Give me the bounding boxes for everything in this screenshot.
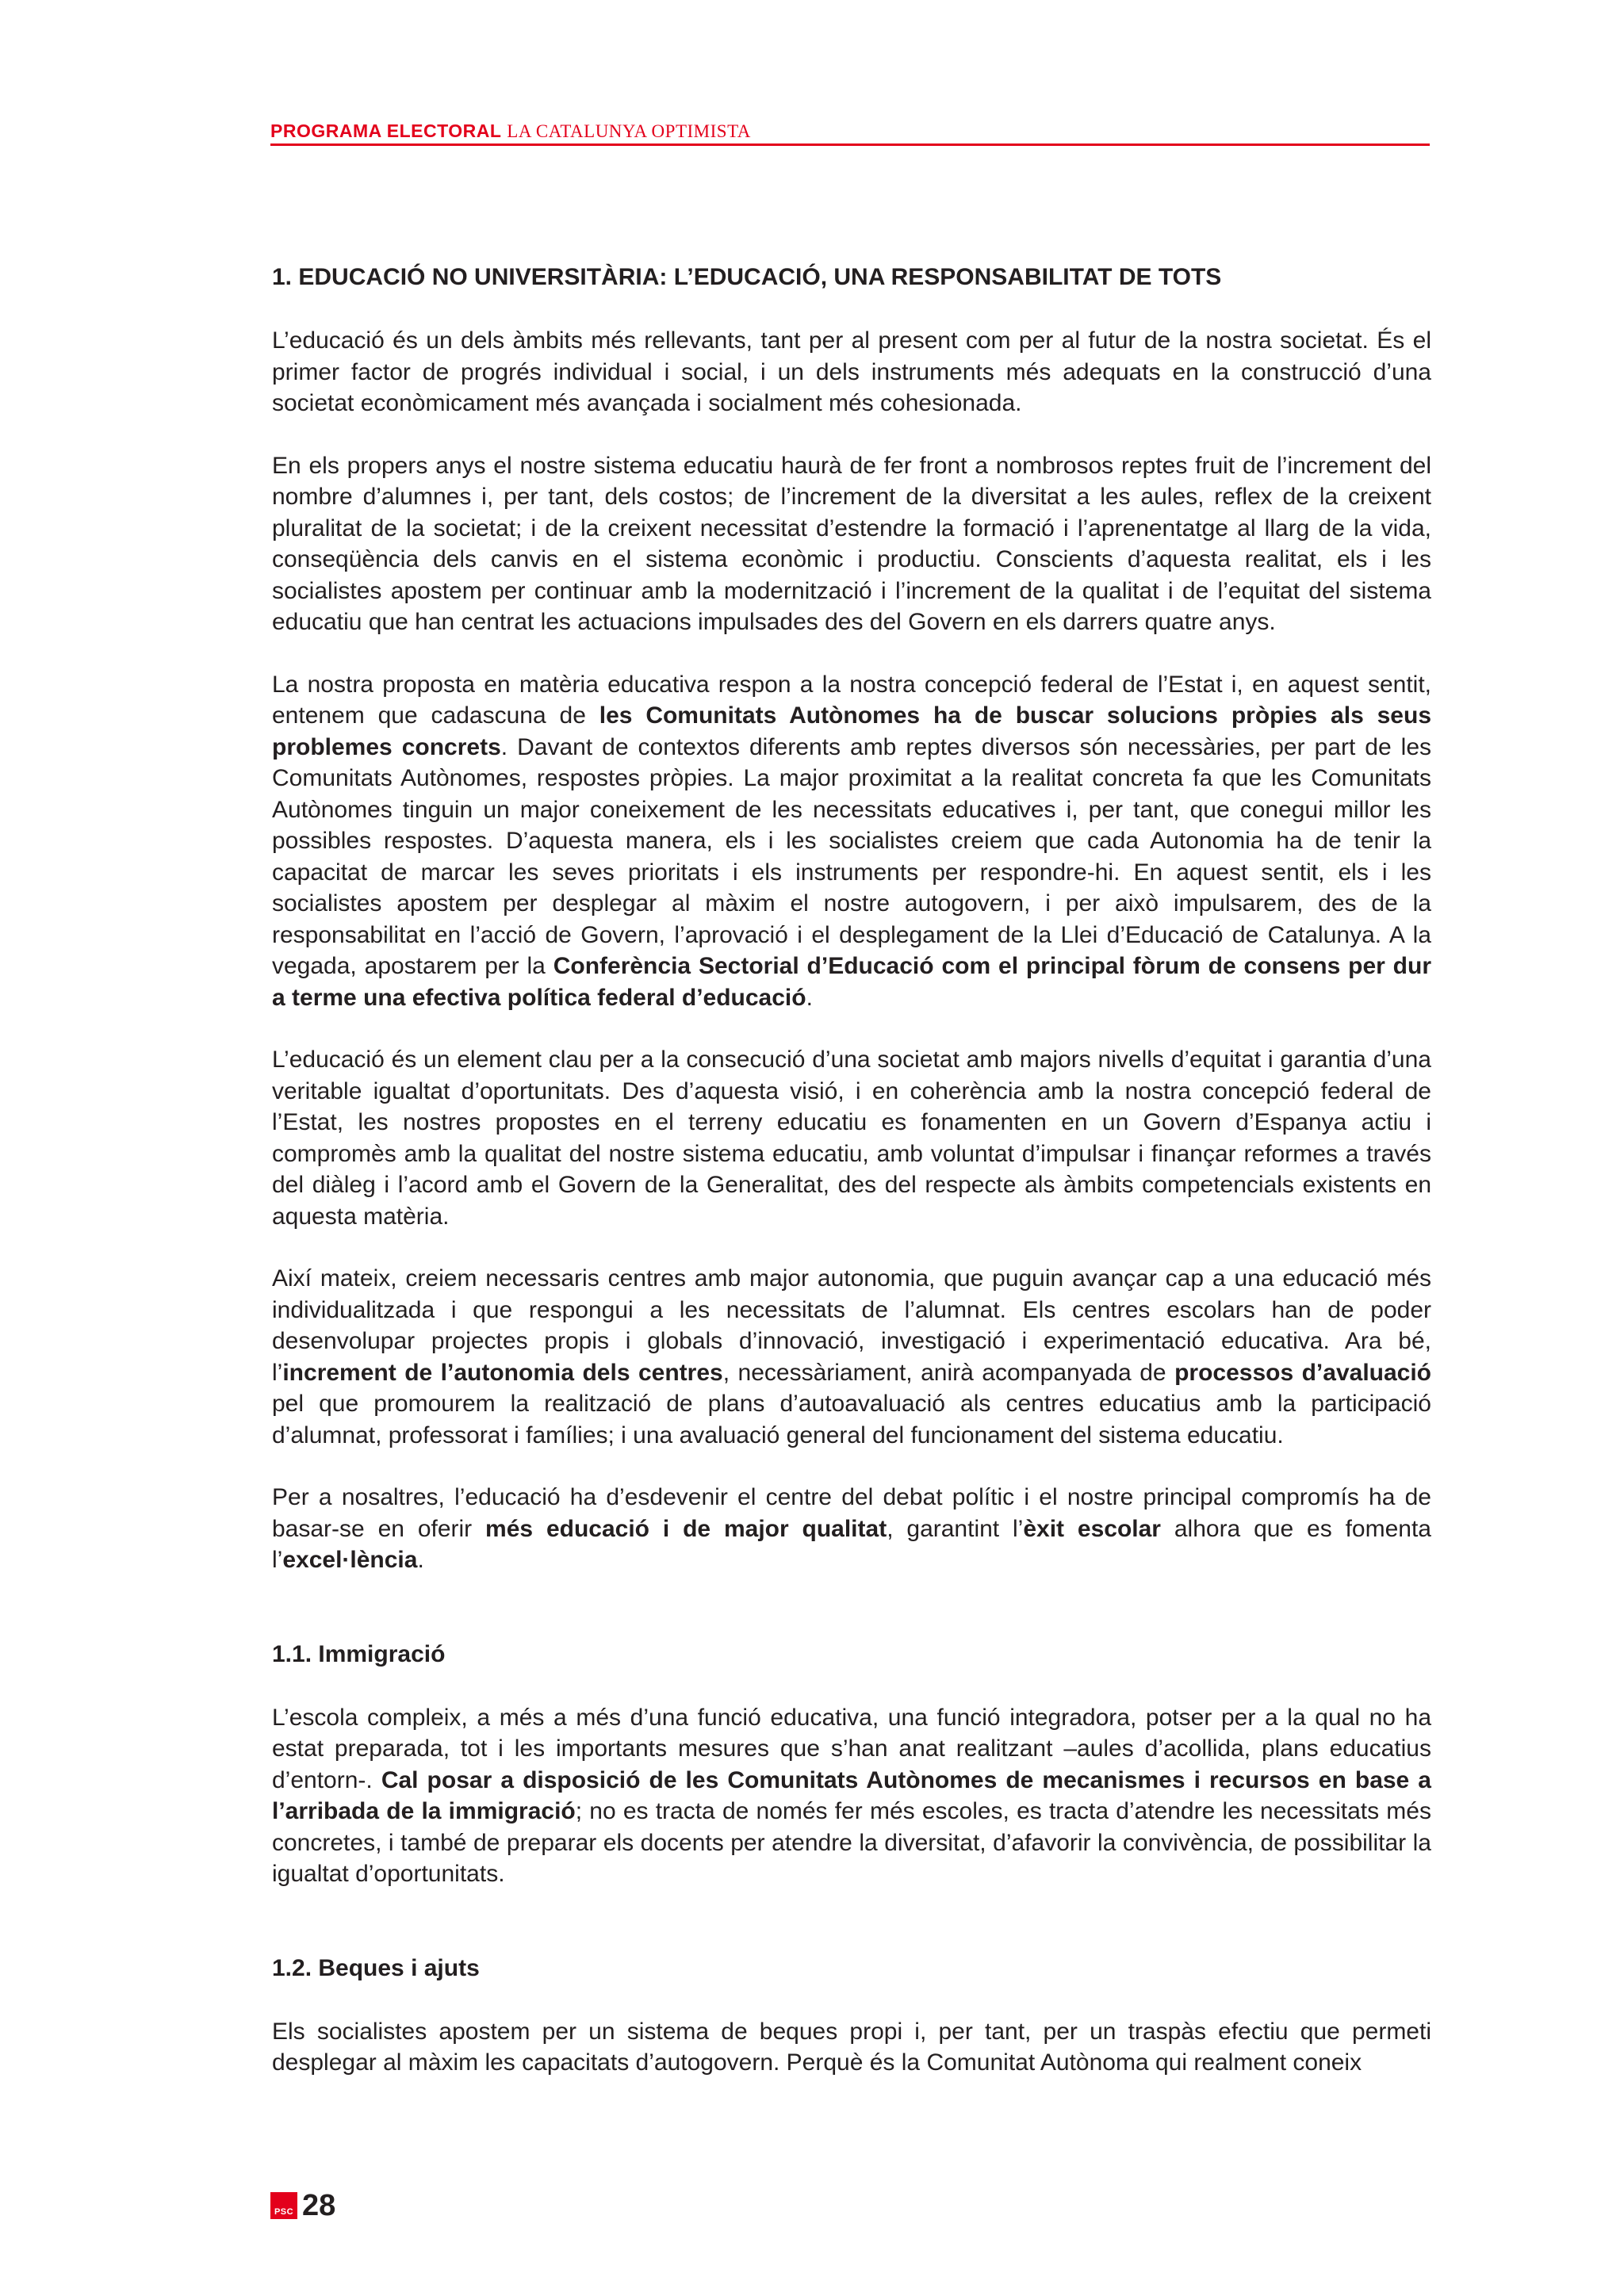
subsection-title-beques: 1.2. Beques i ajuts bbox=[272, 1954, 480, 1981]
paragraph-2: En els propers anys el nostre sistema educatiu haurà de fer front a nombrosos reptes fruit de l’increment del nombre d’alumnes i, per tant, dels costos; de l’increment de la diversitat a les aules, reflex de la creixent pluralitat de la societat; i de la creixent necessitat d’estendre la formació i l’aprenentatge al llarg de la vida, conseqüència dels canvis en el sistema econòmic i productiu. Conscients d’aquesta realitat, els i les socialistes apostem per continuar amb la modernització i l’increment de la qualitat i de l’equitat del sistema educatiu que han centrat les actuacions impulsades des del Govern en els darrers quatre anys. bbox=[272, 452, 1431, 635]
header-title: LA CATALUNYA OPTIMISTA bbox=[507, 121, 751, 141]
paragraph-7: L’escola compleix, a més a més d’una funció educativa, una funció integradora, potser per a la qual no ha estat preparada, tot i les importants mesures que s’han anat realitzant –aules d’acollida, plans educatius d’entorn-. Cal posar a disposició de les Comunitats Autònomes de mecanismes i recursos en base a l’arribada de la immigració; no es tracta de només fer més escoles, es tracta d’atendre les necessitats més concretes, i també de preparar els docents per atendre la diversitat, d’afavorir la convivència, de possibilitar la igualtat d’oportunitats. bbox=[272, 1704, 1431, 1887]
spacer bbox=[272, 1921, 1431, 1953]
section-title: 1. EDUCACIÓ NO UNIVERSITÀRIA: L’EDUCACIÓ, UNA RESPONSABILITAT DE TOTS bbox=[272, 264, 1222, 290]
paragraph-5: Així mateix, creiem necessaris centres amb major autonomia, que puguin avançar cap a una educació més individualitzada i que respongui a les necessitats de l’alumnat. Els centres escolars han de poder desenvolupar projectes propis i globals d’innovació, investigació i experimentació educativa. Ara bé, l’increment de l’autonomia dels centres, necessàriament, anirà acompanyada de processos d’avaluació pel que promourem la realització de plans d’autoavaluació als centres educatius amb la participació d’alumnat, professorat i famílies; i una avaluació general del funcionament del sistema educatiu. bbox=[272, 1265, 1432, 1448]
subsection-title-immigracio: 1.1. Immigració bbox=[272, 1640, 446, 1667]
page-footer bbox=[270, 2190, 335, 2221]
paragraph-1: L’educació és un dels àmbits més rellevants, tant per al present com per al futur de la nostra societat. És el primer factor de progrés individual i social, i un dels instruments més adequats en la construcció d’una societat econòmicament més avançada i socialment més cohesionada. bbox=[272, 327, 1431, 416]
paragraph-3: La nostra proposta en matèria educativa respon a la nostra concepció federal de l’Estat i, en aquest sentit, entenem que cadascuna de les Comunitats Autònomes ha de buscar solucions pròpies als seus problemes concrets. Davant de contextos diferents amb reptes diversos són necessàries, per part de les Comunitats Autònomes, respostes pròpies. La major proximitat a la realitat concreta fa que les Comunitats Autònomes tinguin un major coneixement de les necessitats educatives i, per tant, que conegui millor les possibles respostes. D’aquesta manera, els i les socialistes creiem que cada Autonomia ha de tenir la capacitat de marcar les seves prioritats i els instruments per respondre-hi. En aquest sentit, els i les socialistes apostem per desplegar al màxim el nostre autogovern, i per això impulsarem, des de la responsabilitat en l’acció de Govern, l’aprovació i el desplegament de la Llei d’Educació de Catalunya. A la vegada, apostarem per la Conferència Sectorial d’Educació com el principal fòrum de consens per dur a terme una efectiva política federal d’educació. bbox=[272, 671, 1431, 1011]
page-body bbox=[272, 262, 1431, 2110]
header-program: PROGRAMA ELECTORAL bbox=[270, 121, 502, 141]
paragraph-6: Per a nosaltres, l’educació ha d’esdevenir el centre del debat polític i el nostre principal compromís ha de basar-se en oferir més educació i de major qualitat, garantint l’èxit escolar alhora que es fomenta l’excel·lència. bbox=[272, 1484, 1431, 1573]
header-rule bbox=[270, 144, 1430, 146]
spacer bbox=[272, 1607, 1431, 1639]
paragraph-8: Els socialistes apostem per un sistema de beques propi i, per tant, per un traspàs efectiu que permeti desplegar al màxim les capacitats d’autogovern. Perquè és la Comunitat Autònoma qui realment coneix bbox=[272, 2018, 1431, 2076]
paragraph-4: L’educació és un element clau per a la consecució d’una societat amb majors nivells d’equitat i garantia d’una veritable igualtat d’oportunitats. Des d’aquesta visió, i en coherència amb la nostra concepció federal de l’Estat, les nostres propostes en el terreny educatiu es fonamenten en un Govern d’Espanya actiu i compromès amb la qualitat del nostre sistema educatiu, amb voluntat d’impulsar i finançar reformes a través del diàleg i l’acord amb el Govern de la Generalitat, des del respecte als àmbits competencials existents en aquesta matèria. bbox=[272, 1047, 1431, 1230]
running-header bbox=[270, 121, 1430, 142]
psc-logo-icon: PSC bbox=[270, 2192, 297, 2219]
page-number: 28 bbox=[302, 2188, 336, 2222]
